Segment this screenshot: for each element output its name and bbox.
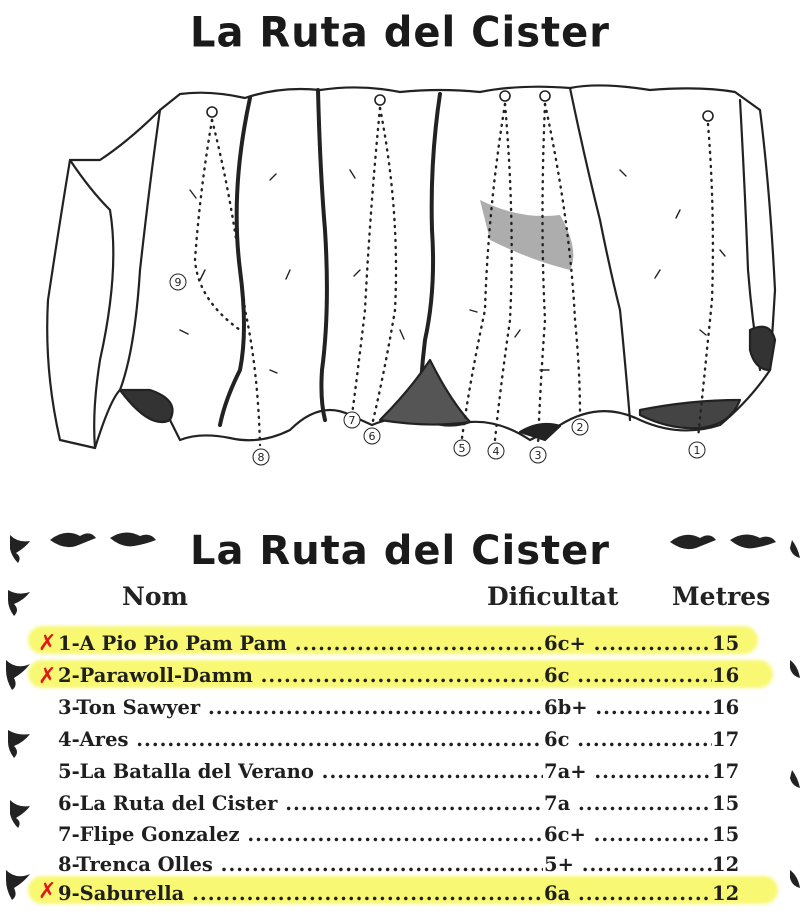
- table-row: [58, 853, 758, 881]
- route-name: 1-A Pio Pio Pam Pam: [58, 632, 287, 655]
- table-row: [58, 823, 758, 851]
- crossed-mark-1: ✗: [38, 631, 57, 656]
- svg-text:2: 2: [576, 421, 584, 434]
- route-length: 15: [712, 823, 740, 846]
- route-grade: 7a: [544, 792, 571, 815]
- route-grade: 6c+: [544, 632, 586, 655]
- route-line-9: [195, 120, 240, 330]
- header-length: Metres: [672, 582, 771, 611]
- route-line-7: [352, 108, 380, 415]
- svg-text:3: 3: [534, 449, 542, 462]
- route-grade: 7a+: [544, 760, 587, 783]
- route-line-8: [212, 120, 260, 445]
- route-marker-7: [344, 412, 360, 428]
- svg-text:8: 8: [257, 451, 265, 464]
- route-grade: 6c: [544, 664, 570, 687]
- svg-text:5: 5: [458, 442, 466, 455]
- route-name: 9-Saburella: [58, 882, 185, 905]
- route-marker-4: [488, 443, 504, 459]
- table-row: [58, 760, 758, 788]
- header-difficulty: Dificultat: [487, 582, 619, 611]
- table-row: [58, 664, 758, 692]
- table-row: [58, 792, 758, 820]
- route-name: 4-Ares: [58, 728, 129, 751]
- route-marker-3: [530, 447, 546, 463]
- svg-text:7: 7: [348, 414, 356, 427]
- route-marker-5: [454, 440, 470, 456]
- lizard-border-right: [778, 520, 800, 917]
- route-marker-1: [689, 442, 705, 458]
- crossed-mark-2: ✗: [38, 664, 57, 689]
- route-line-6: [372, 108, 396, 425]
- route-grade: 5+: [544, 853, 574, 876]
- route-grade: 6a: [544, 882, 571, 905]
- crossed-mark-9: ✗: [38, 879, 57, 904]
- table-row: [58, 632, 758, 660]
- svg-text:4: 4: [492, 445, 500, 458]
- route-length: 16: [712, 664, 740, 687]
- crag-topo-drawing: [0, 70, 800, 480]
- table-row: [58, 696, 758, 724]
- route-name: 6-La Ruta del Cister: [58, 792, 278, 815]
- svg-text:9: 9: [174, 276, 182, 289]
- route-length: 16: [712, 696, 740, 719]
- route-name: 5-La Batalla del Verano: [58, 760, 314, 783]
- route-length: 17: [712, 728, 740, 751]
- route-marker-8: [253, 449, 269, 465]
- route-marker-2: [572, 419, 588, 435]
- route-name: 3-Ton Sawyer: [58, 696, 201, 719]
- route-length: 12: [712, 853, 740, 876]
- table-title: La Ruta del Cister: [190, 528, 610, 574]
- table-row: [58, 728, 758, 756]
- route-marker-6: [364, 428, 380, 444]
- route-grade: 6c+: [544, 823, 586, 846]
- header-name: Nom: [122, 582, 188, 611]
- route-name: 2-Parawoll-Damm: [58, 664, 253, 687]
- route-length: 15: [712, 632, 740, 655]
- route-line-5: [462, 104, 505, 438]
- route-length: 17: [712, 760, 740, 783]
- route-length: 12: [712, 882, 740, 905]
- svg-text:6: 6: [368, 430, 376, 443]
- svg-text:1: 1: [693, 444, 701, 457]
- lizard-border-left: [0, 520, 40, 917]
- route-line-1: [698, 124, 713, 438]
- page-title: La Ruta del Cister: [190, 8, 610, 58]
- route-length: 15: [712, 792, 740, 815]
- route-name: 8-Trenca Olles: [58, 853, 213, 876]
- table-row: [58, 882, 758, 910]
- route-grade: 6b+: [544, 696, 588, 719]
- route-line-3: [538, 104, 545, 445]
- route-name: 7-Flipe Gonzalez: [58, 823, 240, 846]
- route-grade: 6c: [544, 728, 570, 751]
- route-marker-9: [170, 274, 186, 290]
